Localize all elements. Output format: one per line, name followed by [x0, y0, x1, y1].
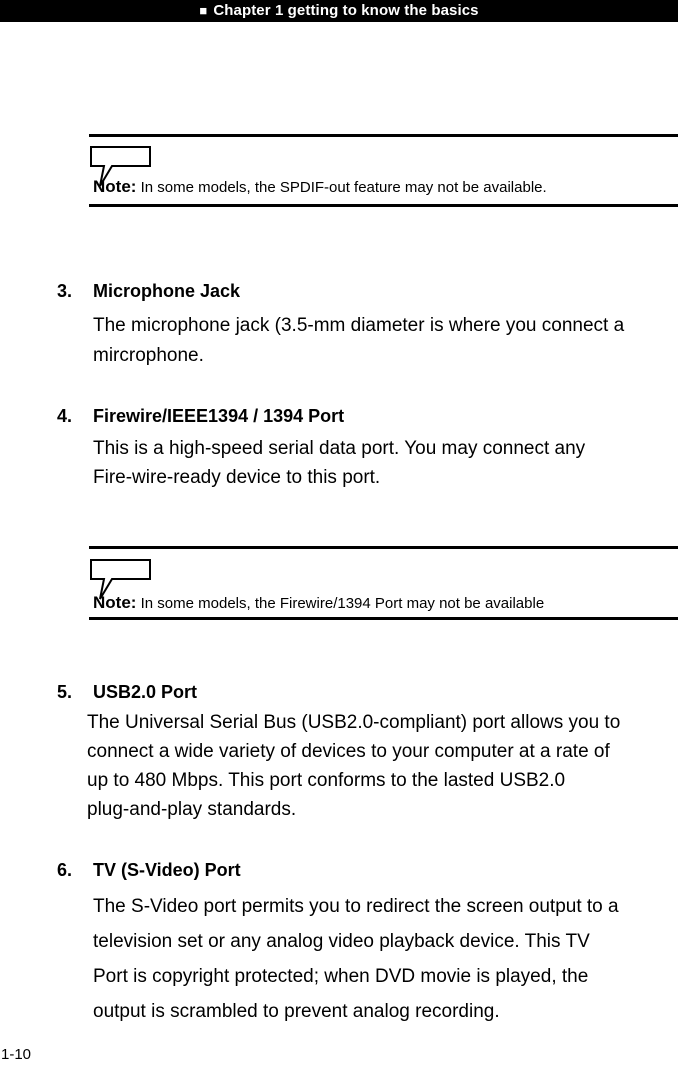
section-title: Firewire/IEEE1394 / 1394 Port [93, 406, 345, 426]
body-line: up to 480 Mbps. This port conforms to the lasted USB2.0 [87, 770, 566, 791]
note-label: Note: [93, 177, 137, 196]
section-title: Microphone Jack [93, 281, 241, 301]
section-number: 3. [57, 281, 73, 301]
body-line: mircrophone. [93, 345, 204, 366]
section-heading-microphone [57, 281, 240, 302]
body-line: television set or any analog video playback device. This TV [93, 931, 590, 952]
note-text [93, 593, 544, 613]
section-title: USB2.0 Port [93, 682, 198, 702]
body-line: plug-and-play standards. [87, 799, 297, 820]
body-line: Port is copyright protected; when DVD movie is played, the [93, 966, 589, 987]
body-line: output is scrambled to prevent analog recording. [93, 1001, 500, 1022]
section-body-firewire [93, 434, 585, 492]
note-content: In some models, the SPDIF-out feature may not be available. [136, 179, 547, 196]
body-line: The microphone jack (3.5-mm diameter is where you connect a [93, 315, 625, 336]
body-line: The S-Video port permits you to redirect the screen output to a [93, 896, 619, 917]
note-text [93, 177, 547, 197]
section-number: 4. [57, 406, 73, 426]
chapter-header [0, 0, 678, 22]
section-heading-firewire [57, 406, 344, 427]
section-body-tv [93, 889, 619, 1029]
section-body-usb [87, 708, 620, 824]
section-number: 5. [57, 682, 73, 702]
note-rule-bottom [89, 204, 678, 207]
note-rule-top [89, 546, 678, 549]
page-number: 1-10 [1, 1046, 32, 1063]
body-line: This is a high-speed serial data port. You may connect any [93, 438, 586, 459]
section-body-microphone [93, 311, 624, 371]
square-bullet-icon: ■ [199, 3, 208, 18]
section-number: 6. [57, 860, 73, 880]
body-line: The Universal Serial Bus (USB2.0-compliant) port allows you to [87, 712, 621, 733]
body-line: connect a wide variety of devices to your computer at a rate of [87, 741, 610, 762]
note-label: Note: [93, 593, 137, 612]
note-box-spdif [89, 134, 678, 208]
section-title: TV (S-Video) Port [93, 860, 241, 880]
chapter-title: Chapter 1 getting to know the basics [213, 2, 479, 19]
note-rule-top [89, 134, 678, 137]
section-heading-tv [57, 860, 241, 881]
note-box-firewire [89, 546, 678, 622]
note-content: In some models, the Firewire/1394 Port may not be available [136, 595, 545, 612]
body-line: Fire-wire-ready device to this port. [93, 467, 381, 488]
section-heading-usb [57, 682, 197, 703]
note-rule-bottom [89, 617, 678, 620]
